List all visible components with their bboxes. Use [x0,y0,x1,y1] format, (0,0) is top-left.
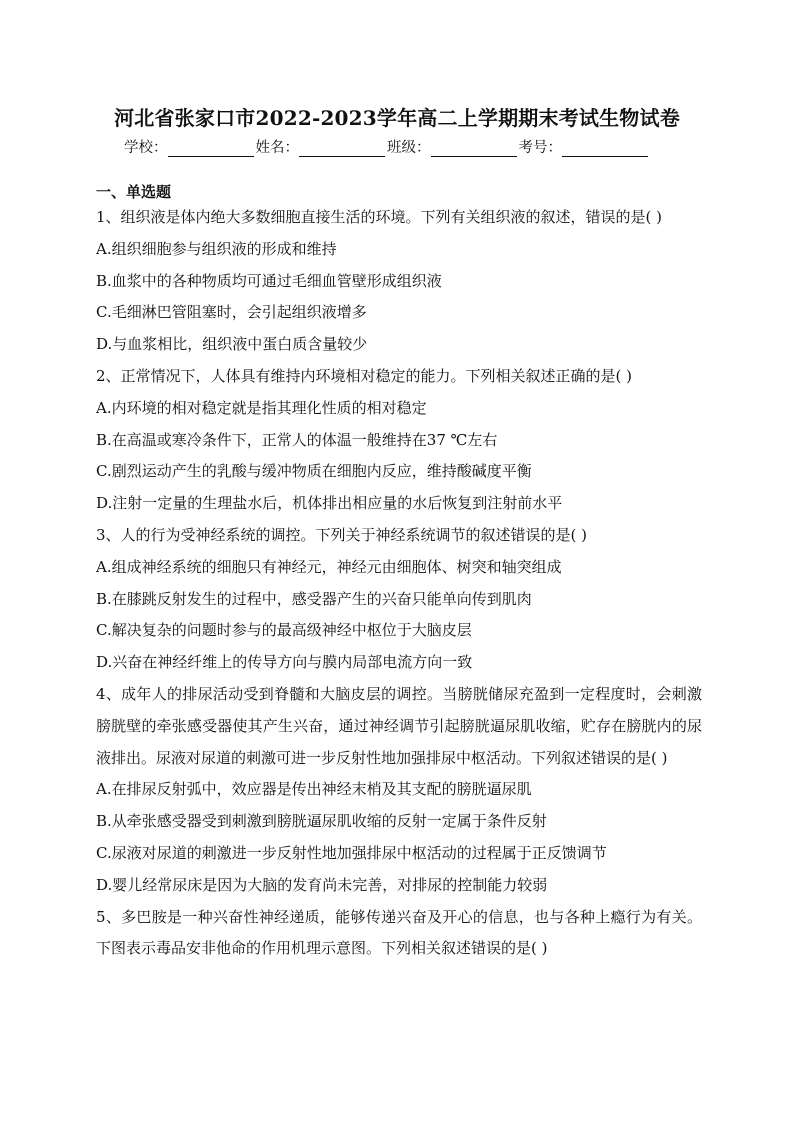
question-1-option-d: D.与血浆相比，组织液中蛋白质含量较少 [96,335,368,354]
question-3-option-c: C.解决复杂的问题时参与的最高级神经中枢位于大脑皮层 [96,621,472,640]
info-label-school: 学校： [124,140,168,156]
info-field-name [256,136,388,157]
info-blank-school[interactable] [168,140,254,157]
question-1-option-b: B.血浆中的各种物质均可通过毛细血管壁形成组织液 [96,271,442,290]
info-field-exam-number [519,136,651,157]
question-3-option-d: D.兴奋在神经纤维上的传导方向与膜内局部电流方向一致 [96,653,473,672]
question-2-option-b: B.在高温或寒冷条件下，正常人的体温一般维持在37 ℃左右 [96,430,498,449]
question-4-option-c: C.尿液对尿道的刺激进一步反射性地加强排尿中枢活动的过程属于正反馈调节 [96,843,607,862]
info-field-class [387,136,519,157]
info-blank-name[interactable] [299,140,385,157]
info-label-class: 班级： [387,140,431,156]
student-info-row [124,136,650,157]
question-2-option-c: C.剧烈运动产生的乳酸与缓冲物质在细胞内反应，维持酸碱度平衡 [96,462,532,481]
question-3-option-b: B.在膝跳反射发生的过程中，感受器产生的兴奋只能单向传到肌肉 [96,589,532,608]
question-4-option-d: D.婴儿经常尿床是因为大脑的发育尚未完善，对排尿的控制能力较弱 [96,875,548,894]
info-field-school [124,136,256,157]
page-title: 河北省张家口市2022-2023学年高二上学期期末考试生物试卷 [114,106,680,130]
info-label-exam-number: 考号： [518,140,562,156]
question-3-stem: 3、人的行为受神经系统的调控。下列关于神经系统调节的叙述错误的是( ) [96,525,588,544]
section-heading: 一、单选题 [96,183,172,201]
question-2-option-d: D.注射一定量的生理盐水后，机体排出相应量的水后恢复到注射前水平 [96,494,563,513]
question-1-option-c: C.毛细淋巴管阻塞时，会引起组织液增多 [96,303,367,322]
question-4-stem: 4、成年人的排尿活动受到脊髓和大脑皮层的调控。当膀胱储尿充盈到一定程度时，会刺激膀胱壁的牵张感受器使其产生兴奋，通过神经调节引起膀胱逼尿肌收缩，贮存在膀胱内的尿液排出。尿液对尿道的刺激可进一步反射性地加强排尿中枢活动。下列叙述错误的是( ) [96,684,702,767]
info-blank-class[interactable] [431,140,517,157]
question-2-option-a: A.内环境的相对稳定就是指其理化性质的相对稳定 [96,398,427,417]
question-3-option-a: A.组成神经系统的细胞只有神经元，神经元由细胞体、树突和轴突组成 [96,557,562,576]
info-label-name: 姓名： [255,140,299,156]
question-1-stem: 1、组织液是体内绝大多数细胞直接生活的环境。下列有关组织液的叙述，错误的是( ) [96,208,663,226]
question-4-option-b: B.从牵张感受器受到刺激到膀胱逼尿肌收缩的反射一定属于条件反射 [96,812,547,831]
question-1-option-a: A.组织细胞参与组织液的形成和维持 [96,239,337,258]
question-5-stem: 5、多巴胺是一种兴奋性神经递质，能够传递兴奋及开心的信息，也与各种上瘾行为有关。下图表示毒品安非他命的作用机理示意图。下列相关叙述错误的是( ) [96,907,702,958]
question-4-option-a: A.在排尿反射弧中，效应器是传出神经末梢及其支配的膀胱逼尿肌 [96,780,532,799]
question-list [96,202,702,965]
question-2-stem: 2、正常情况下，人体具有维持内环境相对稳定的能力。下列相关叙述正确的是( ) [96,366,633,385]
info-blank-exam-number[interactable] [562,140,648,157]
